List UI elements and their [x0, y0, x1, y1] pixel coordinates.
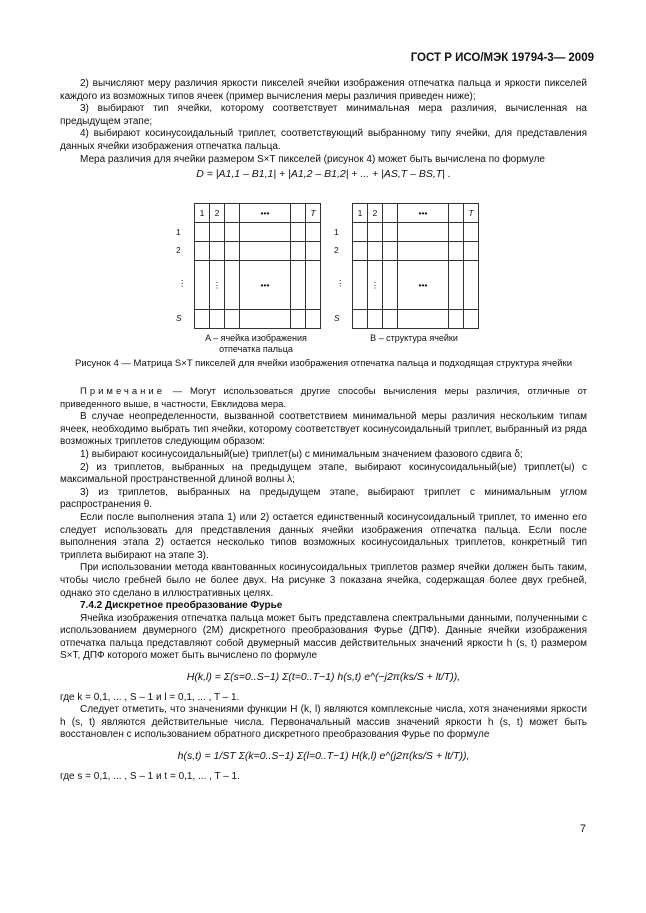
matrix-a: 1 2 ••• T ⋮ •••	[194, 203, 321, 329]
note: Примечание — Могут использоваться другие способы вычисления меры различия, отличные от приведенного выше, в частности, Евклидова мера.	[60, 386, 587, 410]
dft-intro: Ячейка изображения отпечатка пальца может быть представлена спектральными данными, полученными с использованием двумерного (2М) дискретного преобразования Фурье (ДПФ). Данные ячейки изображения отпечатка пальца представляют собой двумерный массив действительных значений яркости h (s, t) размером S×T, ДПФ которого может быть вычислено по формуле	[60, 612, 587, 662]
body-top	[60, 78, 587, 183]
where-2: где s = 0,1, ... , S – 1 и t = 0,1, ... , T – 1.	[60, 770, 240, 782]
rule-result: Если после выполнения этапа 1) или 2) остается единственный косинусоидальный триплет, то именно его следует использовать для представления данных ячейки изображения отпечатка пальца. Если после выполнения этапа 2) остается несколько типов возможных косинусоидальных триплетов, конкретный тип триплета выбирают на этапе 3).	[60, 511, 587, 561]
step-4: 4) выбирают косинусоидальный триплет, соответствующий выбранному типу ячейки, для представления данных ячейки изображения отпечатка пальца.	[60, 128, 587, 152]
figure-caption: Рисунок 4 — Матрица S×T пикселей для ячейки изображения отпечатка пальца и подходящая структура ячейки	[75, 358, 572, 369]
matrix-b: 1 2 ••• T ⋮ •••	[352, 203, 479, 329]
section-title: 7.4.2 Дискретное преобразование Фурье	[80, 600, 283, 612]
formula-h-kl: H(k,l) = Σ(s=0..S−1) Σ(t=0..T−1) h(s,t) e^(−j2π(ks/S + lt/T)),	[186, 671, 461, 684]
rule-1: 1) выбирают косинусоидальный(ые) триплет(ы) с минимальным значением фазового сдвига δ;	[80, 448, 523, 460]
formula-h-st: h(s,t) = 1/ST Σ(k=0..S−1) Σ(l=0..T−1) H(k,l) e^(j2π(ks/S + lt/T)),	[177, 750, 470, 763]
body-middle	[60, 386, 587, 783]
page-number: 7	[579, 823, 586, 835]
step-3: 3) выбирают тип ячейки, которому соответствует минимальная мера различия, вычисленная на предыдущем этапе;	[60, 103, 587, 127]
inverse-intro: Следует отметить, что значениями функции H (k, l) являются комплексные числа, хотя значениями яркости h (s, t) являются действительные числа. Первоначальный массив значений яркости h (s, t) может быть восстановлен с использованием обратного дискретного преобразования Фурье по формуле	[60, 704, 587, 741]
ambiguity-intro: В случае неопределенности, вызванной соответствием минимальной меры различия нескольким типам ячеек, необходимо выбрать тип ячейки, которому соответствует косинусоидальный триплет, выбранный из ряда возможных триплетов следующим образом:	[60, 411, 587, 448]
document-header: ГОСТ Р ИСО/МЭК 19794-3— 2009	[410, 52, 594, 64]
rule-2: 2) из триплетов, выбранных на предыдущем этапе, выбирают косинусоидальный(ые) триплет(ы) с максимальной пространственной длиной волны λ;	[60, 461, 587, 486]
ridge-note: При использовании метода квантованных косинусоидальных триплетов размер ячейки должен быть таким, чтобы число гребней было не более двух. На рисунке 3 показана ячейка, содержащая более двух гребней, однако это сделано в иллюстративных целях.	[60, 562, 587, 599]
rule-3: 3) из триплетов, выбранных на предыдущем этапе, выбирают триплет с минимальным углом распространения θ.	[60, 486, 587, 511]
caption-b: B – структура ячейки	[370, 333, 458, 343]
caption-a: A – ячейка изображения отпечатка пальца	[205, 333, 307, 354]
where-1: где k = 0,1, ... , S – 1 и l = 0,1, ... , T – 1.	[60, 691, 240, 703]
measure-intro: Мера различия для ячейки размером S×T пикселей (рисунок 4) может быть вычислена по формуле	[80, 153, 545, 165]
figure-4: 1 2 ••• T ⋮ ••• 1 2 ⋮ S 1 2 ••• T ⋮ ••• 1 2 ⋮ S A – ячейка изображения отпечатка пальца B – структура ячейки	[0, 203, 646, 403]
step-2: 2) вычисляют меру различия яркости пикселей ячейки изображения отпечатка пальца и яркости пикселей каждого из возможных типов ячеек (пример вычисления меры различия приведен ниже);	[60, 78, 587, 102]
formula-d: D = |A1,1 – B1,1| + |A1,2 – B1,2| + ... + |AS,T – BS,T| .	[196, 168, 451, 181]
